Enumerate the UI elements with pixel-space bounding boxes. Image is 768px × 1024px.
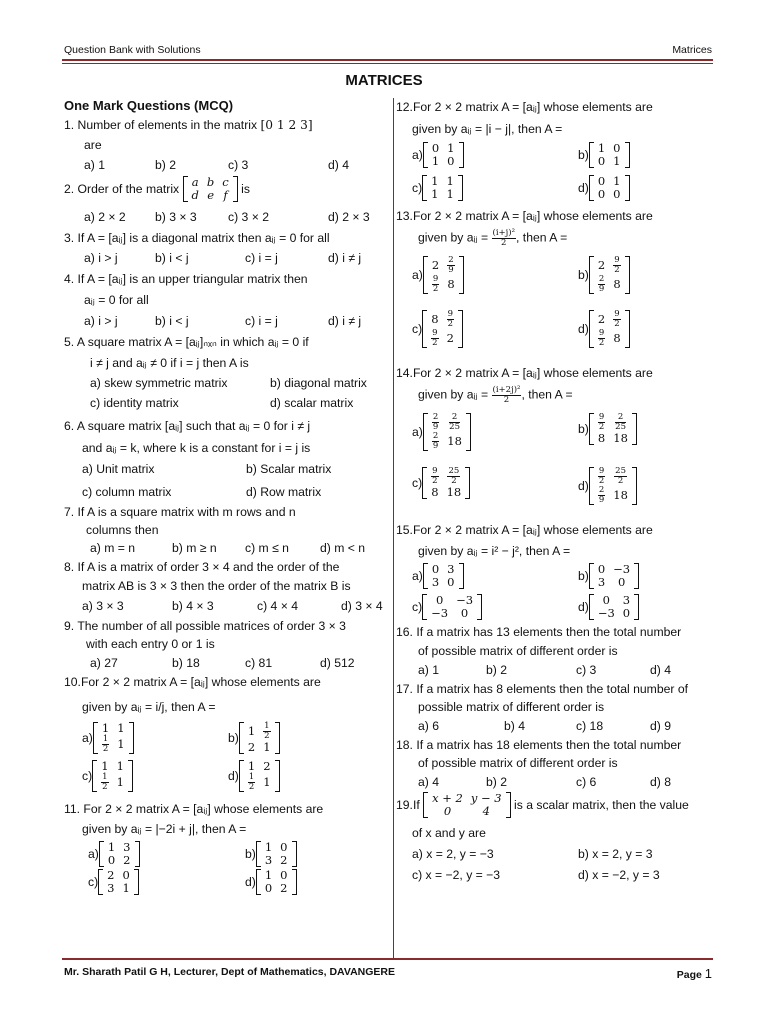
- q3-opt-b: b) i < j: [155, 251, 189, 265]
- q2-opt-a: a) 2 × 2: [84, 210, 126, 224]
- q16-opt-a: a) 1: [418, 663, 440, 677]
- q10-opt-b: b) 1 $\frac{1}{2}$ 2 1: [228, 722, 280, 754]
- footer-page: Page 1: [676, 966, 712, 981]
- question-12: 12.For 2 × 2 matrix A = [aᵢⱼ] whose elements are: [396, 100, 653, 114]
- question-13: 13.For 2 × 2 matrix A = [aᵢⱼ] whose elements are: [396, 209, 653, 223]
- q8-opt-d: d) 3 × 4: [341, 599, 383, 613]
- question-18-line2: of possible matrix of different order is: [418, 756, 618, 770]
- q7-opt-b: b) m ≥ n: [172, 541, 217, 555]
- q18-opt-c: c) 6: [576, 775, 597, 789]
- q10-opt-d: d) 1 2 $\frac{1}{2}$ 1: [228, 760, 280, 792]
- q18-opt-d: d) 8: [650, 775, 672, 789]
- question-2: 2. Order of the matrix a b c d e f is: [64, 175, 250, 202]
- q6-opt-b: b) Scalar matrix: [246, 462, 332, 476]
- q12-opt-b: b) 1 0 0 1: [578, 142, 630, 168]
- q10-opt-c: c) 1 1 $\frac{1}{2}$ 1: [82, 760, 133, 792]
- q19-opt-a: a) x = 2, y = −3: [412, 847, 494, 861]
- question-7-line2: columns then: [86, 523, 159, 537]
- header-right: Matrices: [672, 44, 712, 56]
- question-19-line2: of x and y are: [412, 826, 486, 840]
- q17-opt-b: b) 4: [504, 719, 526, 733]
- q7-opt-a: a) m = n: [90, 541, 136, 555]
- question-16: 16. If a matrix has 13 elements then the total number: [396, 625, 682, 639]
- q19-opt-d: d) x = −2, y = 3: [578, 868, 660, 882]
- q10-opt-a: a) 1 1 $\frac{1}{2}$ 1: [82, 722, 134, 754]
- question-8: 8. If A is a matrix of order 3 × 4 and the order of the: [64, 560, 340, 574]
- q17-opt-c: c) 18: [576, 719, 604, 733]
- q5-opt-d: d) scalar matrix: [270, 396, 354, 410]
- q15-opt-b: b) 0 −3 3 0: [578, 563, 639, 589]
- q3-opt-a: a) i > j: [84, 251, 118, 265]
- q19-opt-b: b) x = 2, y = 3: [578, 847, 653, 861]
- q8-opt-a: a) 3 × 3: [82, 599, 124, 613]
- q1-opt-a: a) 1: [84, 158, 106, 172]
- q18-opt-b: b) 2: [486, 775, 508, 789]
- q4-opt-c: c) i = j: [245, 314, 278, 328]
- q19-matrix: x + 2 y − 3 0 4: [423, 792, 511, 818]
- column-divider: [393, 98, 394, 958]
- question-13-line2: given by aᵢⱼ = $\frac{\text{(i+j)²}}{2}$ , then A =: [418, 228, 568, 248]
- q13-opt-a: a) 2 $\frac{2}{9}$ $\frac{9}{2}$ 8: [412, 256, 464, 294]
- q9-opt-c: c) 81: [245, 656, 273, 670]
- q11-opt-c: c) 2 0 3 1: [88, 869, 139, 895]
- q15-opt-d: d) 0 3 −3 0: [578, 594, 639, 620]
- q3-opt-c: c) i = j: [245, 251, 278, 265]
- page-title: MATRICES: [345, 72, 423, 89]
- q1-opt-c: c) 3: [228, 158, 249, 172]
- question-9: 9. The number of all possible matrices of order 3 × 3: [64, 619, 346, 633]
- question-11-line2: given by aᵢⱼ = |−2i + j|, then A =: [82, 822, 247, 836]
- question-15-line2: given by aᵢⱼ = i² − j², then A =: [418, 544, 571, 558]
- q14-opt-c: c) $\frac{9}{2}$ $\frac{25}{2}$ 8 18: [412, 467, 470, 499]
- header-rule-thin: [62, 63, 713, 64]
- q5-opt-a: a) skew symmetric matrix: [90, 376, 228, 390]
- q13-opt-c: c) 8 $\frac{9}{2}$ $\frac{9}{2}$ 2: [412, 310, 463, 348]
- question-14-line2: given by aᵢⱼ = $\frac{\text{(i+2j)²}}{2}$ , then A =: [418, 385, 573, 405]
- q17-opt-d: d) 9: [650, 719, 672, 733]
- question-11: 11. For 2 × 2 matrix A = [aᵢⱼ] whose elements are: [64, 802, 324, 816]
- q1-opt-d: d) 4: [328, 158, 350, 172]
- question-4-line2: aᵢⱼ = 0 for all: [84, 293, 149, 307]
- q15-opt-a: a) 0 3 3 0: [412, 563, 464, 589]
- q7-opt-d: d) m < n: [320, 541, 366, 555]
- question-3: 3. If A = [aᵢⱼ] is a diagonal matrix then aᵢⱼ = 0 for all: [64, 231, 330, 245]
- page-number: 1: [704, 966, 712, 981]
- footer-author: Mr. Sharath Patil G H, Lecturer, Dept of Mathematics, DAVANGERE: [64, 966, 396, 978]
- q9-opt-a: a) 27: [90, 656, 118, 670]
- q15-opt-c: c) 0 −3 −3 0: [412, 594, 482, 620]
- question-5-line2: i ≠ j and aᵢⱼ ≠ 0 if i = j then A is: [90, 356, 249, 370]
- q11-opt-b: b) 1 0 3 2: [245, 841, 297, 867]
- question-9-line2: with each entry 0 or 1 is: [86, 637, 215, 651]
- q2-matrix: a b c d e f: [183, 176, 238, 202]
- q19-opt-c: c) x = −2, y = −3: [412, 868, 501, 882]
- question-12-line2: given by aᵢⱼ = |i − j|, then A =: [412, 122, 563, 136]
- question-14: 14.For 2 × 2 matrix A = [aᵢⱼ] whose elements are: [396, 366, 653, 380]
- q8-opt-b: b) 4 × 3: [172, 599, 214, 613]
- q11-opt-a: a) 1 3 0 2: [88, 841, 140, 867]
- q13-opt-b: b) 2 $\frac{9}{2}$ $\frac{2}{9}$ 8: [578, 256, 630, 294]
- q16-opt-b: b) 2: [486, 663, 508, 677]
- q4-opt-a: a) i > j: [84, 314, 118, 328]
- q5-opt-c: c) identity matrix: [90, 396, 179, 410]
- section-heading: One Mark Questions (MCQ): [64, 98, 234, 113]
- q3-opt-d: d) i ≠ j: [328, 251, 362, 265]
- q6-opt-a: a) Unit matrix: [82, 462, 155, 476]
- question-19: 19.If x + 2 y − 3 0 4 is a scalar matrix, then the value: [396, 791, 689, 818]
- q2-opt-c: c) 3 × 2: [228, 210, 269, 224]
- q16-opt-d: d) 4: [650, 663, 672, 677]
- question-5: 5. A square matrix A = [aᵢⱼ]ₙₓₙ in which aᵢⱼ = 0 if: [64, 335, 309, 349]
- q6-opt-d: d) Row matrix: [246, 485, 322, 499]
- question-6-line2: and aᵢⱼ = k, where k is a constant for i = j is: [82, 441, 311, 455]
- question-18: 18. If a matrix has 18 elements then the total number: [396, 738, 682, 752]
- q8-opt-c: c) 4 × 4: [257, 599, 298, 613]
- q14-opt-b: b) $\frac{9}{2}$ $\frac{2}{25}$ 8 18: [578, 413, 637, 445]
- question-1-line2: are: [84, 138, 102, 152]
- question-6: 6. A square matrix [aᵢⱼ] such that aᵢⱼ = 0 for i ≠ j: [64, 419, 311, 433]
- q16-opt-c: c) 3: [576, 663, 597, 677]
- question-17: 17. If a matrix has 8 elements then the total number of: [396, 682, 688, 696]
- q12-opt-a: a) 0 1 1 0: [412, 142, 464, 168]
- header-left: Question Bank with Solutions: [64, 44, 201, 56]
- q9-opt-d: d) 512: [320, 656, 355, 670]
- question-15: 15.For 2 × 2 matrix A = [aᵢⱼ] whose elements are: [396, 523, 653, 537]
- q12-opt-d: d) 0 1 0 0: [578, 175, 630, 201]
- q6-opt-c: c) column matrix: [82, 485, 172, 499]
- q7-opt-c: c) m ≤ n: [245, 541, 289, 555]
- question-10: 10.For 2 × 2 matrix A = [aᵢⱼ] whose elements are: [64, 675, 321, 689]
- q17-opt-a: a) 6: [418, 719, 440, 733]
- question-4: 4. If A = [aᵢⱼ] is an upper triangular matrix then: [64, 272, 308, 286]
- q1-opt-b: b) 2: [155, 158, 177, 172]
- q2-opt-b: b) 3 × 3: [155, 210, 197, 224]
- q4-opt-d: d) i ≠ j: [328, 314, 362, 328]
- q14-opt-d: d) $\frac{9}{2}$ $\frac{25}{2}$ $\frac{2}{9}$ 18: [578, 467, 637, 505]
- header-rule: [62, 59, 713, 61]
- q4-opt-b: b) i < j: [155, 314, 189, 328]
- question-17-line2: possible matrix of different order is: [418, 700, 605, 714]
- q18-opt-a: a) 4: [418, 775, 440, 789]
- question-1: 1. Number of elements in the matrix [0 1 2 3]: [64, 118, 313, 132]
- question-7: 7. If A is a square matrix with m rows and n: [64, 505, 296, 519]
- q14-opt-a: a) $\frac{2}{9}$ $\frac{2}{25}$ $\frac{2}{9}$ 18: [412, 413, 471, 451]
- q5-opt-b: b) diagonal matrix: [270, 376, 367, 390]
- q11-opt-d: d) 1 0 0 2: [245, 869, 297, 895]
- q13-opt-d: d) 2 $\frac{9}{2}$ $\frac{9}{2}$ 8: [578, 310, 630, 348]
- question-10-line2: given by aᵢⱼ = i/j, then A =: [82, 700, 216, 714]
- footer-rule: [62, 958, 713, 960]
- question-8-line2: matrix AB is 3 × 3 then the order of the matrix B is: [82, 579, 351, 593]
- q9-opt-b: b) 18: [172, 656, 200, 670]
- q12-opt-c: c) 1 1 1 1: [412, 175, 463, 201]
- q2-opt-d: d) 2 × 3: [328, 210, 370, 224]
- question-16-line2: of possible matrix of different order is: [418, 644, 618, 658]
